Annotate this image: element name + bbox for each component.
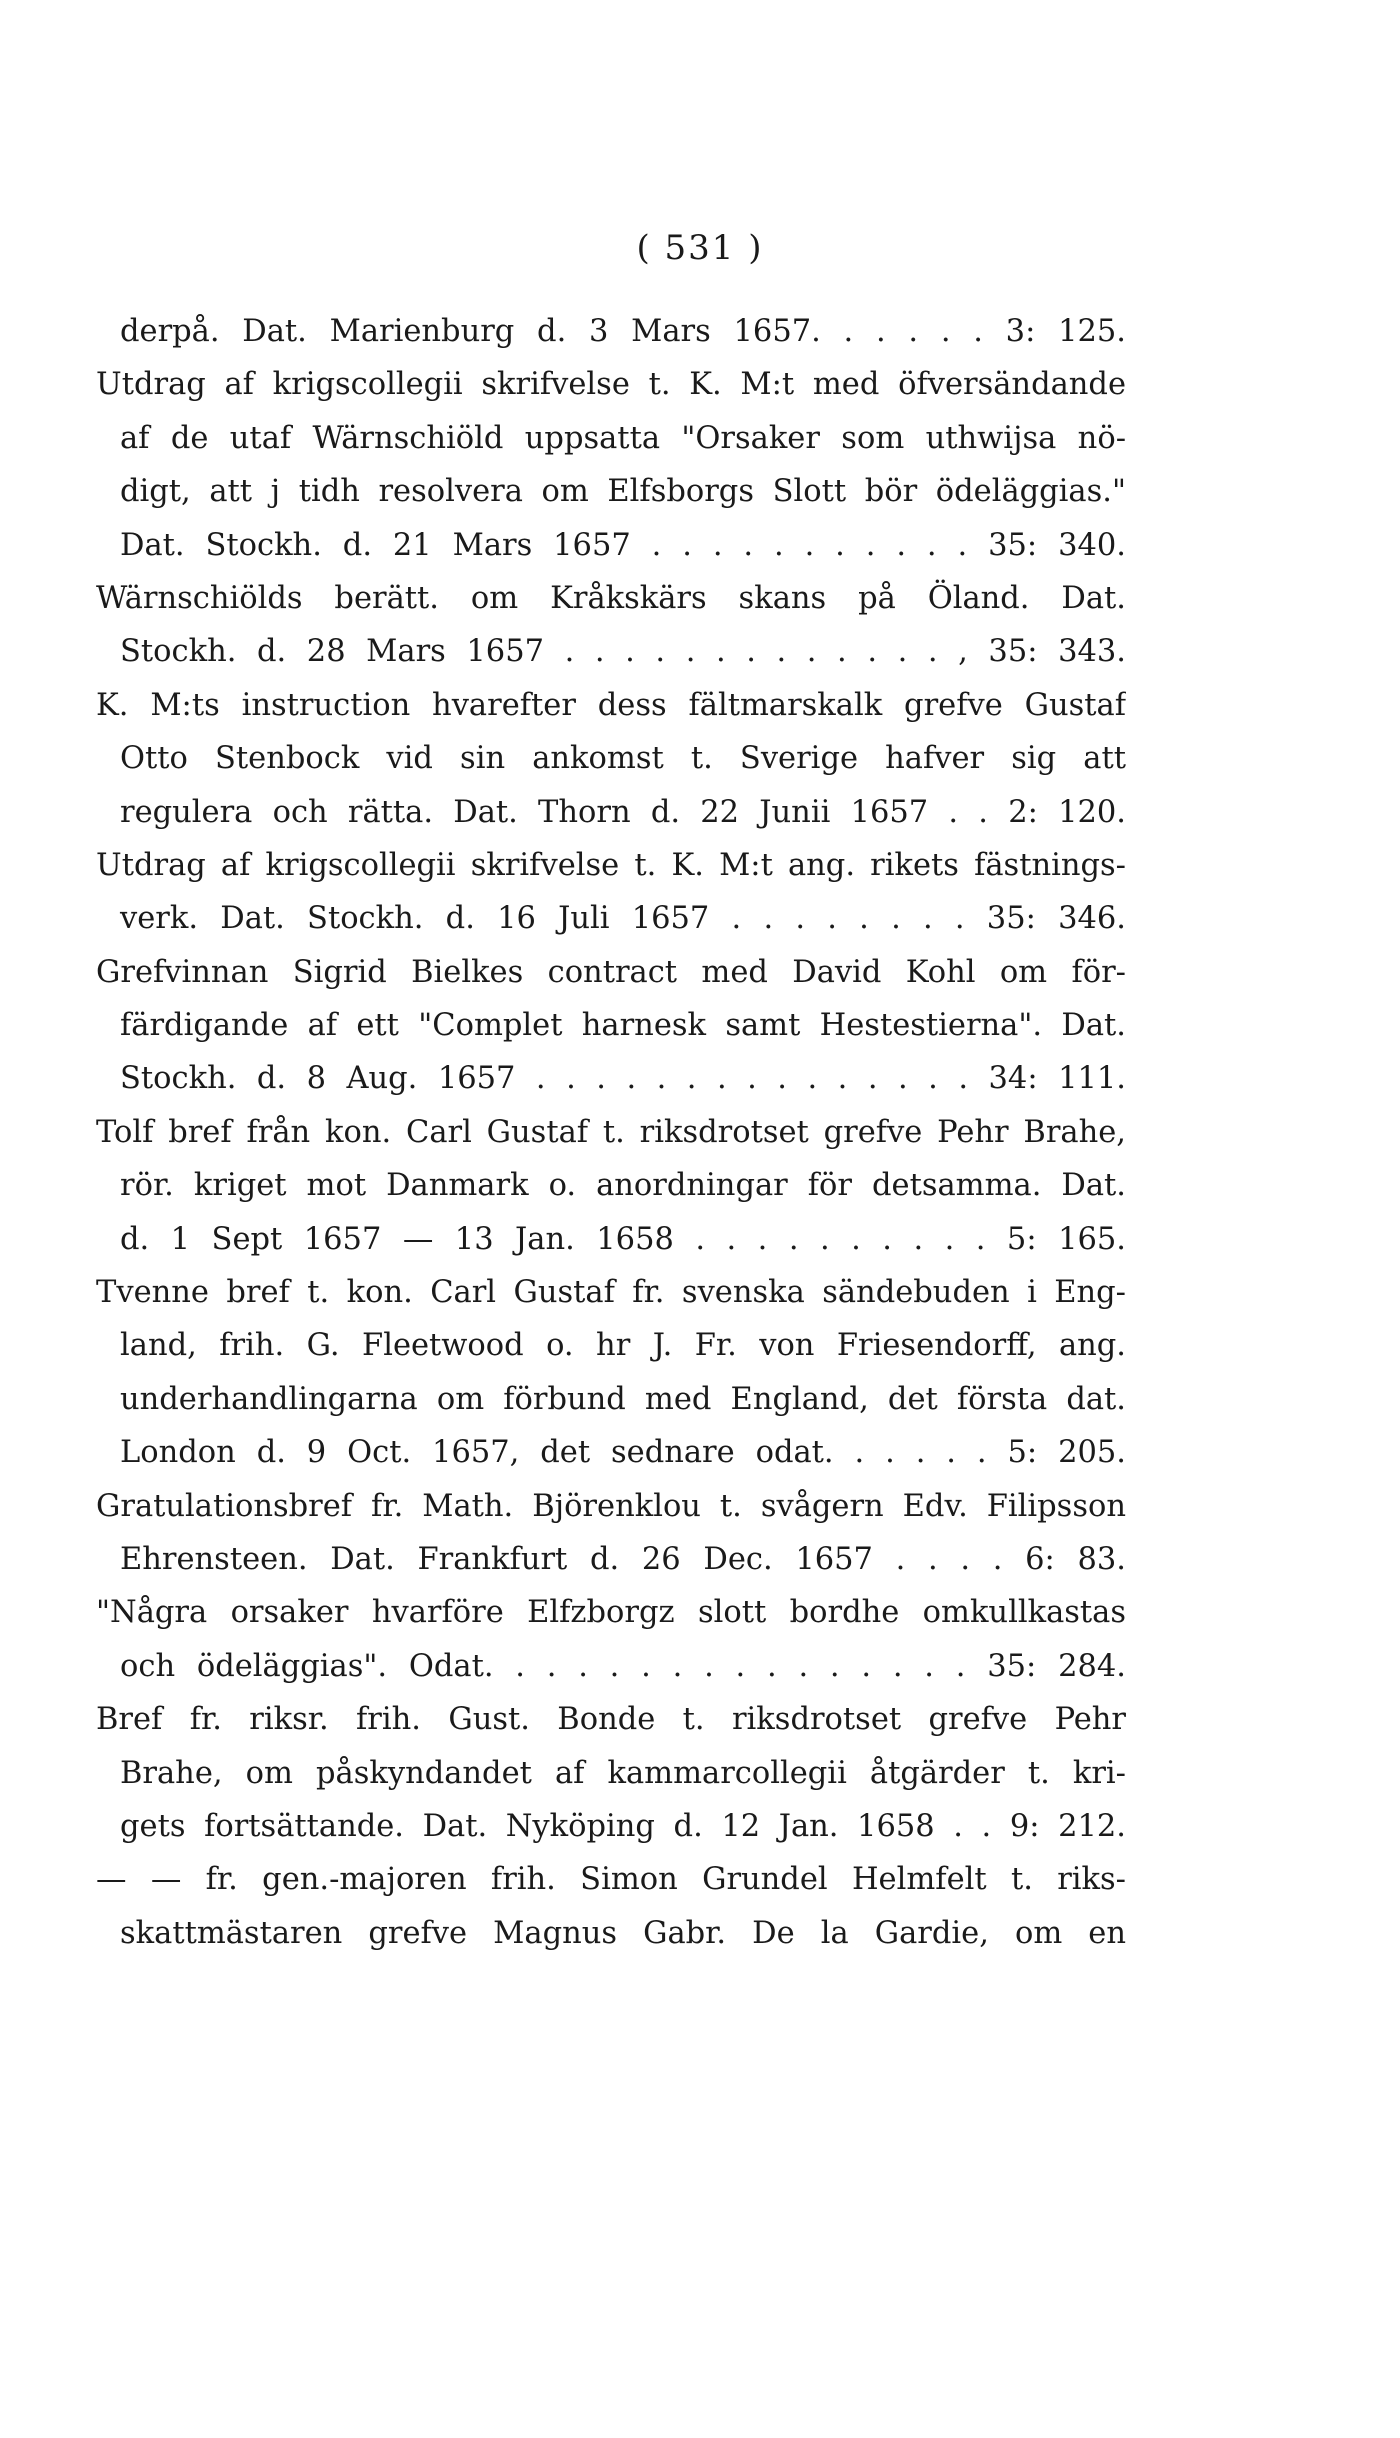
text-line: underhandlingarna om förbund med England, det första dat. (120, 1381, 1126, 1417)
text-line: gets fortsättande. Dat. Nyköping d. 12 Jan. 1658 . . 9: 212. (120, 1808, 1126, 1844)
text-line: London d. 9 Oct. 1657, det sednare odat. . . . . . 5: 205. (120, 1435, 1126, 1471)
text-line: färdigande af ett "Complet harnesk samt Hestestierna". Dat. (120, 1008, 1126, 1044)
text-line: rör. kriget mot Danmark o. anordningar för detsamma. Dat. (120, 1168, 1126, 1204)
text-line: Tvenne bref t. kon. Carl Gustaf fr. svenska sändebuden i Eng- (96, 1275, 1126, 1311)
text-line: och ödeläggias". Odat. . . . . . . . . . . . . . . . 35: 284. (120, 1648, 1126, 1684)
text-line: Tolf bref från kon. Carl Gustaf t. riksdrotset grefve Pehr Brahe, (96, 1114, 1126, 1150)
text-line: derpå. Dat. Marienburg d. 3 Mars 1657. . . . . . 3: 125. (120, 314, 1126, 349)
text-line: Wärnschiölds berätt. om Kråkskärs skans på Öland. Dat. (96, 580, 1126, 616)
text-line: land, frih. G. Fleetwood o. hr J. Fr. von Friesendorff, ang. (120, 1328, 1126, 1364)
text-line: d. 1 Sept 1657 — 13 Jan. 1658 . . . . . . . . . . 5: 165. (120, 1221, 1126, 1257)
text-line: Utdrag af krigscollegii skrifvelse t. K. M:t ang. rikets fästnings- (96, 847, 1126, 883)
text-line: regulera och rätta. Dat. Thorn d. 22 Junii 1657 . . 2: 120. (120, 794, 1126, 830)
text-line: Gratulationsbref fr. Math. Björenklou t. svågern Edv. Filipsson (96, 1488, 1126, 1524)
text-line: digt, att j tidh resolvera om Elfsborgs Slott bör ödeläggias." (120, 474, 1126, 510)
text-line: Ehrensteen. Dat. Frankfurt d. 26 Dec. 1657 . . . . 6: 83. (120, 1541, 1126, 1577)
text-line: Bref fr. riksr. frih. Gust. Bonde t. riksdrotset grefve Pehr (96, 1702, 1126, 1738)
text-line: — — fr. gen.-majoren frih. Simon Grundel Helmfelt t. riks- (96, 1862, 1126, 1898)
text-line: Stockh. d. 8 Aug. 1657 . . . . . . . . . . . . . . . 34: 111. (120, 1061, 1126, 1097)
text-line: af de utaf Wärnschiöld uppsatta "Orsaker som uthwijsa nö- (120, 420, 1126, 456)
text-line: Dat. Stockh. d. 21 Mars 1657 . . . . . . . . . . . 35: 340. (120, 527, 1126, 563)
text-line: Grefvinnan Sigrid Bielkes contract med David Kohl om för- (96, 954, 1126, 990)
text-line: skattmästaren grefve Magnus Gabr. De la Gardie, om en (120, 1915, 1126, 1951)
text-body (96, 305, 1126, 1960)
text-line: "Några orsaker hvarföre Elfzborgz slott bordhe omkullkastas (96, 1595, 1126, 1631)
text-line: Stockh. d. 28 Mars 1657 . . . . . . . . . . . . . , 35: 343. (120, 634, 1126, 670)
page-number: ( 531 ) (636, 228, 764, 268)
text-line: K. M:ts instruction hvarefter dess fältmarskalk grefve Gustaf (96, 687, 1126, 723)
text-line: Utdrag af krigscollegii skrifvelse t. K. M:t med öfversändande (96, 367, 1126, 403)
text-line: verk. Dat. Stockh. d. 16 Juli 1657 . . . . . . . . 35: 346. (120, 901, 1126, 937)
text-line: Brahe, om påskyndandet af kammarcollegii åtgärder t. kri- (120, 1755, 1126, 1791)
text-line: Otto Stenbock vid sin ankomst t. Sverige hafver sig att (120, 741, 1126, 777)
